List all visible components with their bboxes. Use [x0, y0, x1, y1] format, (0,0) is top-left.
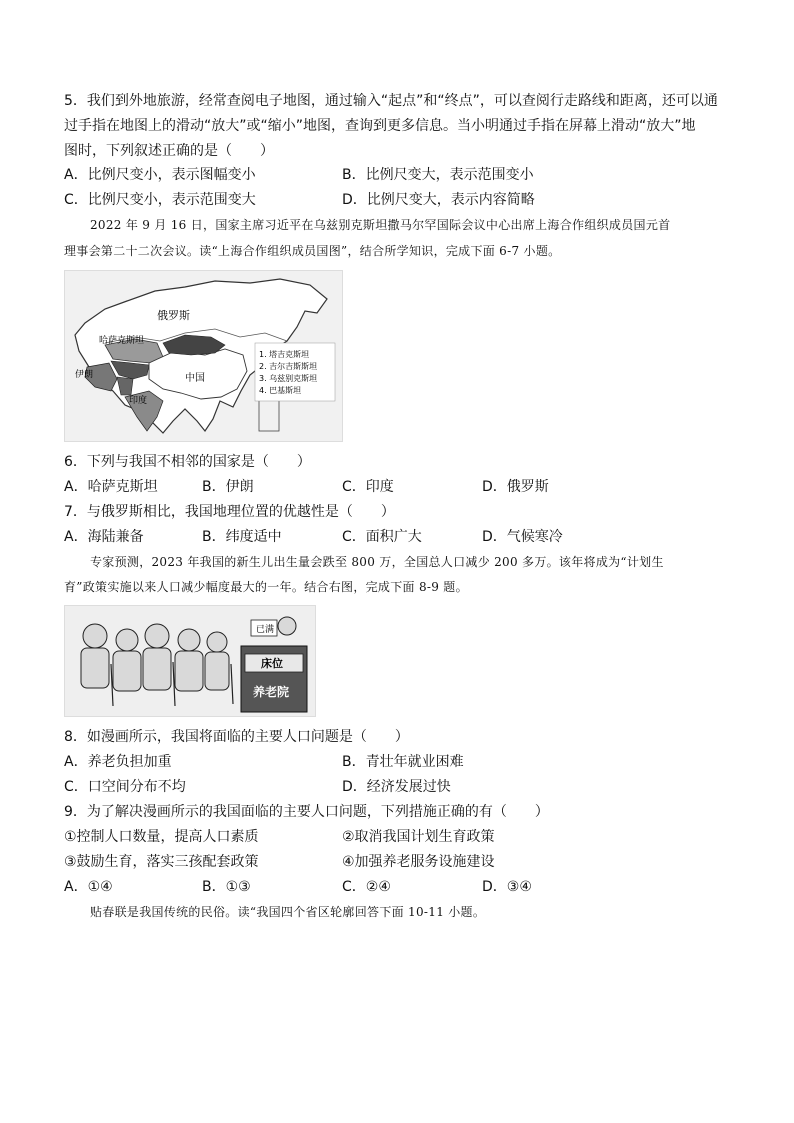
- q9-option-d: D．③④: [482, 879, 532, 895]
- intro-6-7-line-1: 2022 年 9 月 16 日，国家主席习近平在乌兹别克斯坦撒马尔罕国际会议中心出席上海合作组织成员国元首: [90, 218, 671, 232]
- q7-option-c: C．面积广大: [342, 529, 422, 545]
- intro-8-9-line-2: 育”政策实施以来人口减少幅度最大的一年。结合右图，完成下面 8-9 题。: [64, 580, 468, 594]
- legend-item-1: 1. 塔吉克斯坦: [259, 350, 310, 359]
- label-russia: 俄罗斯: [157, 309, 190, 322]
- q9-item-1: ①控制人口数量，提高人口素质: [64, 829, 259, 845]
- q7-option-d: D．气候寒冷: [482, 529, 563, 545]
- q9-option-a: A．①④: [64, 879, 113, 895]
- q5-stem-line-1: 5．我们到外地旅游，经常查阅电子地图，通过输入“起点”和“终点”，可以查阅行走路线和距离，还可以通: [64, 93, 718, 109]
- q8-option-c: C．口空间分布不均: [64, 779, 186, 795]
- nursing-home-text: 养老院: [253, 685, 290, 699]
- q9-stem: 9．为了解决漫画所示的我国面临的主要人口问题，下列措施正确的有（ ）: [64, 804, 549, 820]
- q9-item-3: ③鼓励生育，落实三孩配套政策: [64, 854, 259, 870]
- q5-stem-line-3: 图时，下列叙述正确的是（ ）: [64, 143, 274, 159]
- label-kazakhstan: 哈萨克斯坦: [99, 336, 145, 346]
- map-graphic: [65, 271, 342, 441]
- q9-option-c: C．②④: [342, 879, 391, 895]
- q7-option-a: A．海陆兼备: [64, 529, 144, 545]
- intro-8-9-line-1: 专家预测，2023 年我国的新生儿出生量会跌至 800 万，全国总人口减少 200 多万。该年将成为“计划生: [90, 555, 664, 569]
- q5-stem-line-2: 过手指在地图上的滑动“放大”或“缩小”地图，查询到更多信息。当小明通过手指在屏幕上滑动“放大”地: [64, 118, 696, 134]
- q5-option-b: B．比例尺变大，表示范围变小: [342, 167, 534, 183]
- q9-item-2: ②取消我国计划生育政策: [342, 829, 495, 845]
- q8-stem: 8．如漫画所示，我国将面临的主要人口问题是（ ）: [64, 729, 409, 745]
- label-china: 中国: [185, 373, 205, 384]
- sco-member-map: [64, 270, 343, 442]
- q6-option-d: D．俄罗斯: [482, 479, 549, 495]
- q7-stem: 7．与俄罗斯相比，我国地理位置的优越性是（ ）: [64, 504, 395, 520]
- q6-option-b: B．伊朗: [202, 479, 254, 495]
- cartoon-graphic: [65, 606, 315, 716]
- intro-10-11-line-1: 贴春联是我国传统的民俗。读“我国四个省区轮廓回答下面 10-11 小题。: [90, 905, 486, 919]
- q6-option-a: A．哈萨克斯坦: [64, 479, 158, 495]
- q8-option-b: B．青壮年就业困难: [342, 754, 464, 770]
- q5-option-d: D．比例尺变大，表示内容简略: [342, 192, 535, 208]
- q5-option-a: A．比例尺变小，表示图幅变小: [64, 167, 256, 183]
- intro-6-7-line-2: 理事会第二十二次会议。读“上海合作组织成员国图”，结合所学知识，完成下面 6-7 小题。: [64, 244, 561, 258]
- q9-option-b: B．①③: [202, 879, 251, 895]
- full-notice-text: 已满: [256, 625, 275, 635]
- bed-sign-text: 床位: [261, 657, 283, 670]
- legend-item-3: 3. 乌兹别克斯坦: [259, 374, 318, 383]
- label-india: 印度: [129, 396, 148, 406]
- aging-cartoon: [64, 605, 316, 717]
- q5-option-c: C．比例尺变小，表示范围变大: [64, 192, 256, 208]
- q6-stem: 6．下列与我国不相邻的国家是（ ）: [64, 454, 311, 470]
- q9-item-4: ④加强养老服务设施建设: [342, 854, 495, 870]
- legend-item-2: 2. 吉尔吉斯斯坦: [259, 362, 318, 371]
- q8-option-d: D．经济发展过快: [342, 779, 451, 795]
- q8-option-a: A．养老负担加重: [64, 754, 172, 770]
- label-iran: 伊朗: [75, 370, 94, 380]
- q7-option-b: B．纬度适中: [202, 529, 282, 545]
- attendant-head: [278, 617, 296, 635]
- legend-item-4: 4. 巴基斯坦: [259, 386, 302, 395]
- q6-option-c: C．印度: [342, 479, 394, 495]
